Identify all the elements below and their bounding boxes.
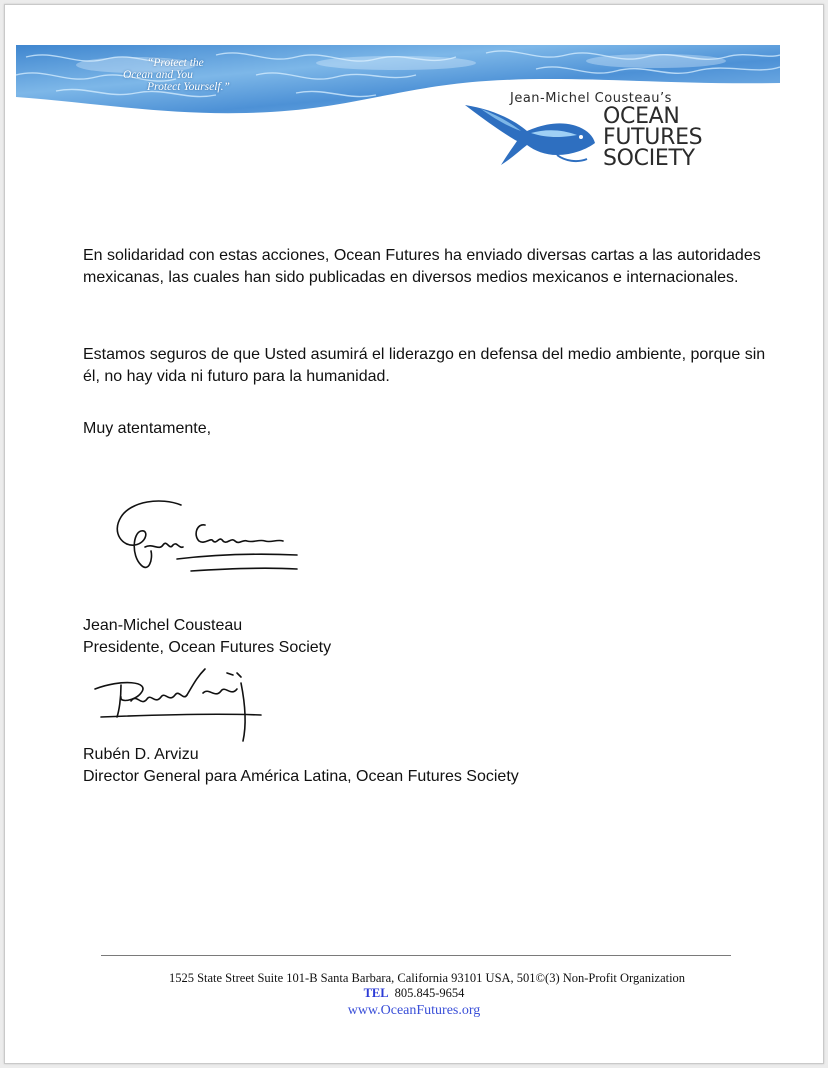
tagline-line: Ocean and You [123,69,193,81]
footer-divider [101,955,731,956]
tel-label: TEL [363,986,389,1000]
footer-phone [5,986,823,1001]
cousteau-signature [101,495,301,595]
body-paragraph: Estamos seguros de que Usted asumirá el liderazgo en defensa del medio ambiente, porque sin él, no hay vida ni futuro para la humanidad. [83,346,766,385]
tel-number: 805.845-9654 [394,986,465,1000]
signatory-block [83,744,519,788]
signatory-title: Presidente, Ocean Futures Society [83,639,332,656]
closing-line: Muy atentamente, [83,420,212,437]
letter-page [4,4,824,1064]
ocean-futures-logo [510,91,703,171]
tagline-line: Protect Yourself.” [147,81,230,93]
logo-word-society: SOCIETY [603,146,695,171]
footer-website-link[interactable]: www.OceanFutures.org [347,1003,481,1018]
footer-address: 1525 State Street Suite 101-B Santa Barbara, California 93101 USA, 501©(3) Non-Profit Organization [168,971,686,985]
banner-tagline [123,57,273,93]
signatory-block [83,615,331,659]
body-paragraph: En solidaridad con estas acciones, Ocean Futures ha enviado diversas cartas a las autoridades mexicanas, las cuales han sido publicadas en diversos medios mexicanos e internacionales. [83,247,761,286]
signatory-name: Jean-Michel Cousteau [83,617,243,634]
logo-word-futures: FUTURES [603,125,703,150]
signatory-title: Director General para América Latina, Ocean Futures Society [83,768,519,785]
tagline-line: “Protect the [147,57,204,69]
logo-word-ocean: OCEAN [603,104,680,129]
logo-owner: Jean-Michel Cousteau’s [510,91,672,106]
arvizu-signature [91,663,271,753]
signatory-name: Rubén D. Arvizu [83,746,199,763]
